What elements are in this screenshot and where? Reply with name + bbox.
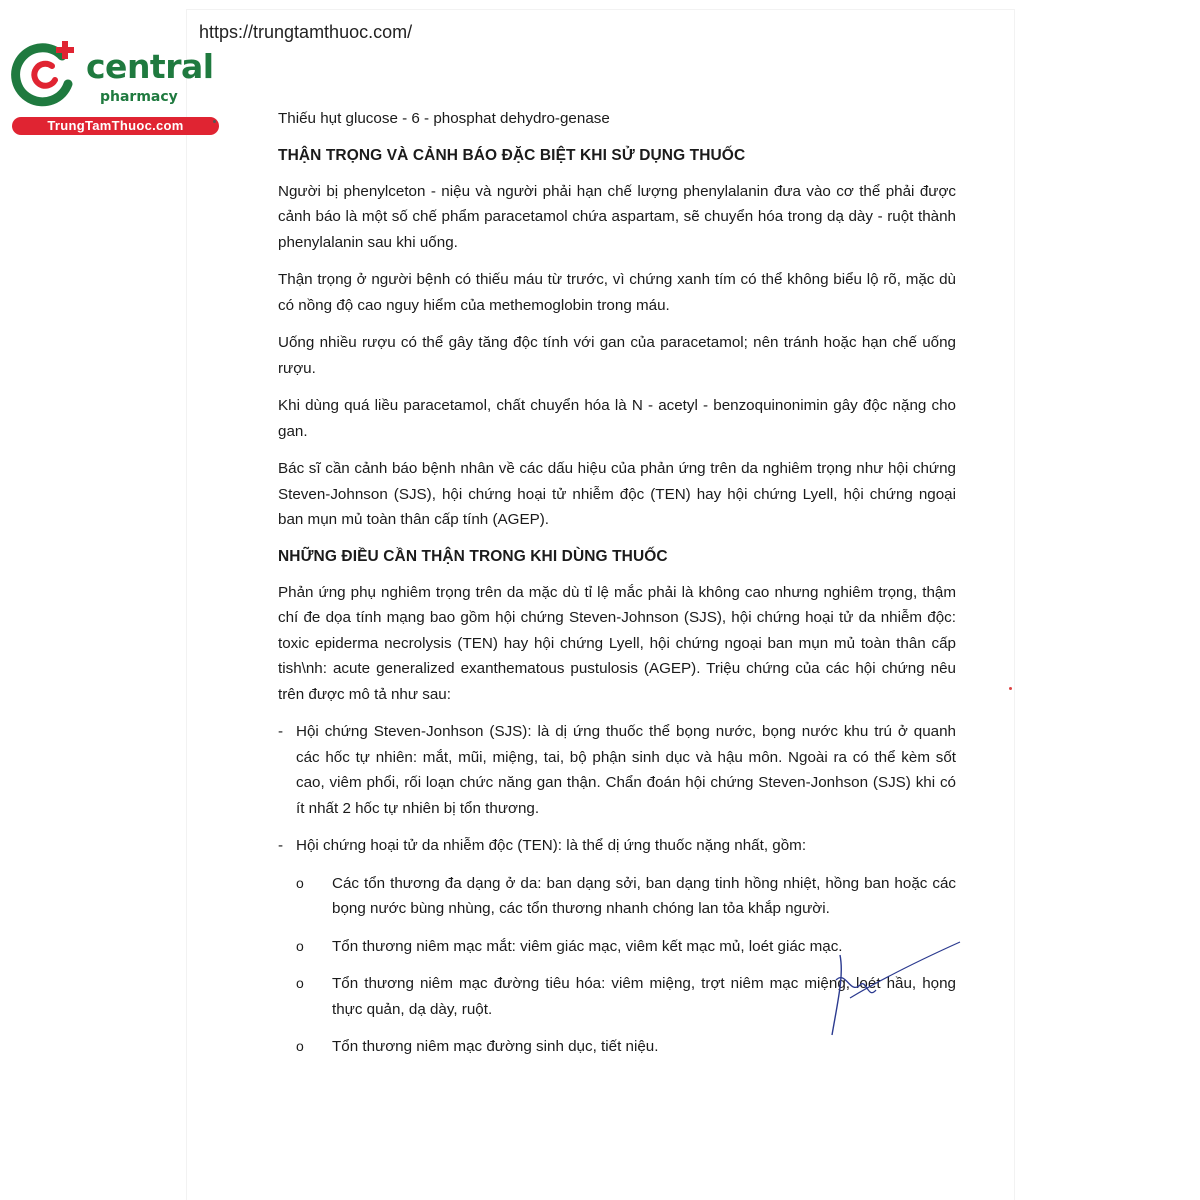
paragraph: Thận trọng ở người bệnh có thiếu máu từ trước, vì chứng xanh tím có thể không biểu lộ rõ, mặc dù có nồng độ cao nguy hiểm của methemoglobin trong máu. [278,271,956,314]
handwritten-signature [820,940,970,1040]
pharmacy-logo-icon [10,38,80,108]
paragraph: Khi dùng quá liều paracetamol, chất chuyển hóa là N - acetyl - benzoquinonimin gây độc nặng cho gan. [278,397,956,440]
logo-brand-text: central [86,47,214,86]
section-heading-precautions: THẬN TRỌNG VÀ CẢNH BÁO ĐẶC BIỆT KHI SỬ DỤNG THUỐC [278,146,746,164]
circle-bullet: o [296,937,304,954]
dash-bullet: - [278,837,284,854]
logo-sub-text: pharmacy [100,89,178,105]
circle-bullet: o [296,874,304,891]
paragraph: Uống nhiều rượu có thể gây tăng độc tính với gan của paracetamol; nên tránh hoặc hạn chế uống rượu. [278,334,956,377]
central-pharmacy-logo[interactable] [10,38,220,138]
site-url[interactable]: https://trungtamthuoc.com/ [199,22,413,42]
scan-speck [213,120,216,123]
sub-list-item-text: Tổn thương niêm mạc mắt: viêm giác mạc, viêm kết mạc mủ, loét giác mạc. [332,937,843,955]
list-item-ten [278,833,956,859]
sub-list-item [278,871,956,922]
circle-bullet: o [296,1038,304,1054]
sub-list-item-text: Các tổn thương đa dạng ở da: ban dạng sởi, ban dạng tinh hồng nhiệt, hồng ban hoặc các bọng nước bùng nhùng, các tổn thương nhanh chóng lan tỏa khắp người. [332,874,956,917]
logo-banner: TrungTamThuoc.com [12,117,219,135]
sub-list-item-text: Tổn thương niêm mạc đường sinh dục, tiết niệu. [332,1038,659,1055]
circle-bullet: o [296,975,304,991]
list-item-text: Hội chứng hoại tử da nhiễm độc (TEN): là thể dị ứng thuốc nặng nhất, gồm: [296,837,807,854]
paragraph: Phản ứng phụ nghiêm trọng trên da mặc dù tỉ lệ mắc phải là không cao nhưng nghiêm trọng, thậm chí đe dọa tính mạng bao gồm hội chứng Steven-Johnson (SJS), hội chứng hoại tử da nhiễm độc: toxic epiderma necrolysis (TEN) hay hội chứng Lyell, hội chứng ngoại ban mụn mủ toàn thân cấp tish\nh: acute generalized exanthematous pustulosis (AGEP). Triệu chứng của các hội chứng nêu trên được mô tả như sau: [278,583,956,703]
paragraph: Người bị phenylceton - niệu và người phải hạn chế lượng phenylalanin đưa vào cơ thể phải được cảnh báo là một số chế phẩm paracetamol chứa aspartam, sẽ chuyển hóa trong dạ dày - ruột thành phenylalanin sau khi uống. [278,182,956,251]
scan-speck [1009,687,1012,690]
lead-line: Thiếu hụt glucose - 6 - phosphat dehydro-genase [278,110,610,127]
paragraph: Bác sĩ cần cảnh báo bệnh nhân về các dấu hiệu của phản ứng trên da nghiêm trọng như hội chứng Steven-Johnson (SJS), hội chứng hoại tử nhiễm độc (TEN) hay hội chứng Lyell, hội chứng ngoại ban mụn mủ toàn thân cấp tính (AGEP). [278,460,956,528]
sub-list-item-text: Tổn thương niêm mạc đường tiêu hóa: viêm miệng, trợt niêm mạc miệng, loét hầu, họng thực quản, dạ dày, ruột. [332,975,956,1018]
section-heading-cautions: NHỮNG ĐIỀU CẦN THẬN TRONG KHI DÙNG THUỐC [278,547,668,565]
list-item-sjs [278,719,956,821]
list-item-text: Hội chứng Steven-Jonhson (SJS): là dị ứng thuốc thể bọng nước, bọng nước khu trú ở quanh các hốc tự nhiên: mắt, mũi, miệng, tai, bộ phận sinh dục và hậu môn. Ngoài ra có thể kèm sốt cao, viêm phổi, rối loạn chức năng gan thận. Chẩn đoán hội chứng Steven-Jonhson (SJS) khi có ít nhất 2 hốc tự nhiên bị tổn thương. [296,723,956,817]
document-body [278,106,956,1072]
dash-bullet: - [278,723,284,740]
